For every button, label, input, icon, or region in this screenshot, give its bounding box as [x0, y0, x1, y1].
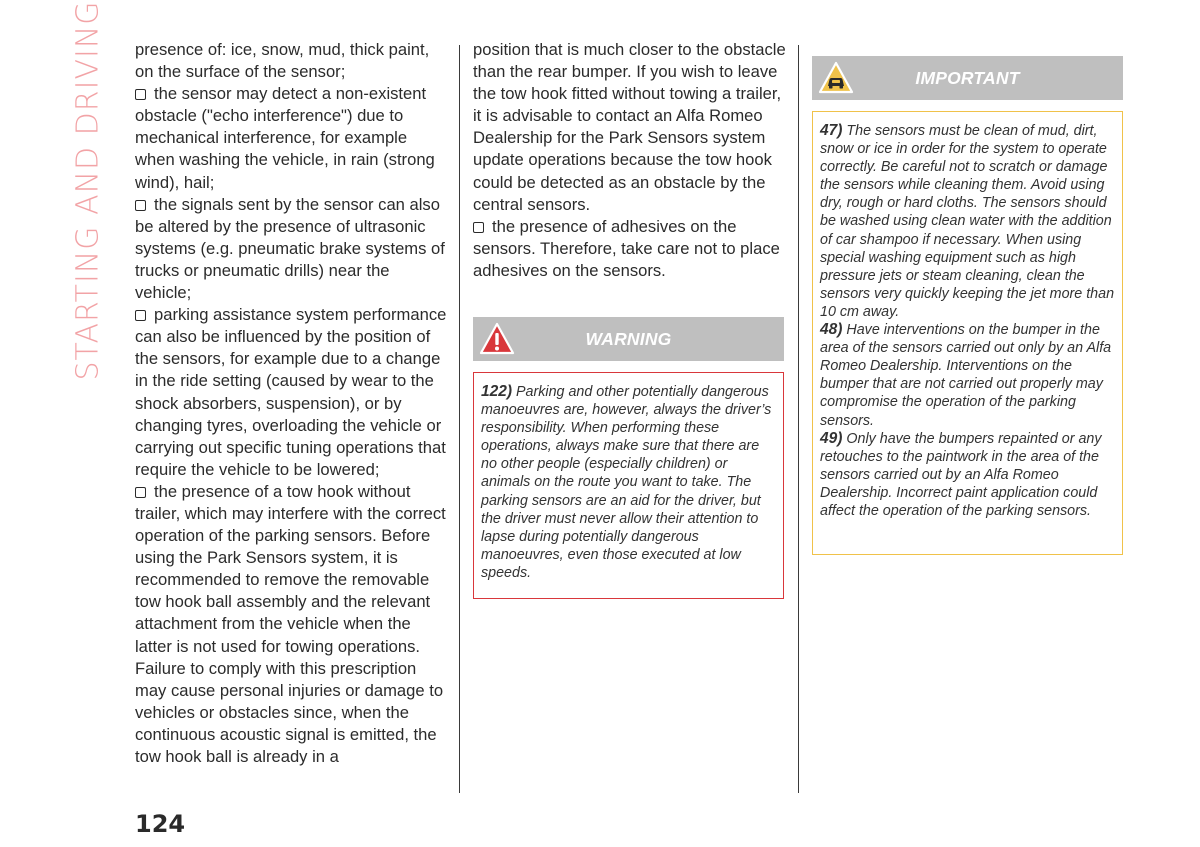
checkbox-bullet-icon	[135, 200, 146, 211]
list-item	[135, 481, 447, 768]
text-column-2	[473, 39, 788, 282]
list-item-text: the signals sent by the sensor can also be altered by the presence of ultrasonic systems (e.g. pneumatic brake systems of trucks or pneumatic drills) near the vehicle;	[135, 194, 445, 303]
note-number: 122)	[481, 383, 513, 400]
list-item-text: the presence of a tow hook without trailer, which may interfere with the correct operation of the parking sensors. Before using the Park Sensors system, it is recommended to remove the removable tow hook ball assembly and the relevant attachment from the vehicle when the latter is not used for towing operations. Failure to comply with this prescription may cause personal injuries or damage to vehicles or obstacles since, when the continuous acoustic signal is emitted, the tow hook ball is already in a	[135, 481, 446, 766]
note-number: 48)	[820, 321, 843, 339]
important-note	[820, 321, 1116, 430]
list-item	[473, 216, 788, 282]
note-text: Have interventions on the bumper in the area of the sensors carried out only by an Alfa Romeo Dealership. Interventions on the bumper that are not carried out properly may compromise the operation of the parking sensors.	[820, 322, 1112, 429]
list-item	[135, 83, 447, 193]
important-box	[812, 111, 1123, 555]
list-item-text: parking assistance system performance can also be influenced by the position of the sensors, for example due to a change in the ride setting (caused by wear to the shock absorbers, suspension), or by changing tyres, overloading the vehicle or carrying out specific tuning operations that require the vehicle to be lowered;	[135, 305, 447, 479]
text-column-1	[135, 39, 447, 768]
column-divider-1	[459, 45, 460, 793]
note-text: Parking and other potentially dangerous manoeuvres are, however, always the driver’s responsibility. When performing these operations, always make sure that there are no other people (especially children) or animals on the route you want to take. The parking sensors are an aid for the driver, but the driver must never allow their attention to lapse during potentially dangerous manoeuvres, even those executed at low speeds.	[481, 384, 772, 581]
warning-box	[473, 372, 784, 599]
list-item-text: the sensor may detect a non-existent obstacle ("echo interference") due to mechanical interference, for example when washing the vehicle, in rain (strong wind), hail;	[135, 84, 435, 192]
important-note	[820, 122, 1116, 321]
checkbox-bullet-icon	[135, 310, 146, 321]
intro-paragraph: presence of: ice, snow, mud, thick paint, on the surface of the sensor;	[135, 40, 430, 82]
section-side-title	[70, 0, 106, 381]
page-number: 124	[135, 810, 186, 838]
section-title-text: STARTING AND DRIVING	[70, 0, 106, 381]
list-item	[135, 194, 447, 304]
continued-paragraph: position that is much closer to the obstacle than the rear bumper. If you wish to leave the tow hook fitted without towing a trailer, it is advisable to contact an Alfa Romeo Dealership for the Park Sensors system update operations because the tow hook could be detected as an obstacle by the central sensors.	[473, 40, 786, 214]
warning-triangle-icon	[473, 317, 521, 361]
important-header	[812, 56, 1123, 100]
note-number: 47)	[820, 122, 843, 139]
checkbox-bullet-icon	[473, 222, 484, 233]
checkbox-bullet-icon	[135, 89, 146, 100]
note-text: The sensors must be clean of mud, dirt, snow or ice in order for the system to operate correctly. Be careful not to scratch or damage the sensors while cleaning them. Avoid using dry, rough or hard cloths. The sensors should be washed using clean water with the addition of car shampoo if necessary. When using special washing equipment such as high pressure jets or steam cleaning, clean the sensors very quickly keeping the jet more than 10 cm away.	[820, 123, 1115, 320]
list-item	[135, 304, 447, 481]
list-item-text: the presence of adhesives on the sensors. Therefore, take care not to place adhesives on the sensors.	[473, 216, 780, 280]
warning-title: WARNING	[585, 328, 672, 349]
column-divider-2	[798, 45, 799, 793]
important-title: IMPORTANT	[915, 67, 1020, 88]
note-number: 49)	[820, 429, 843, 447]
warning-header	[473, 317, 784, 361]
important-note	[820, 430, 1116, 520]
checkbox-bullet-icon	[135, 487, 146, 498]
car-caution-icon	[812, 56, 860, 100]
warning-note	[481, 383, 777, 582]
note-text: Only have the bumpers repainted or any retouches to the paintwork in the area of the sensors carried out by an Alfa Romeo Dealership. Incorrect paint application could affect the operation of the parking sensors.	[820, 430, 1102, 519]
